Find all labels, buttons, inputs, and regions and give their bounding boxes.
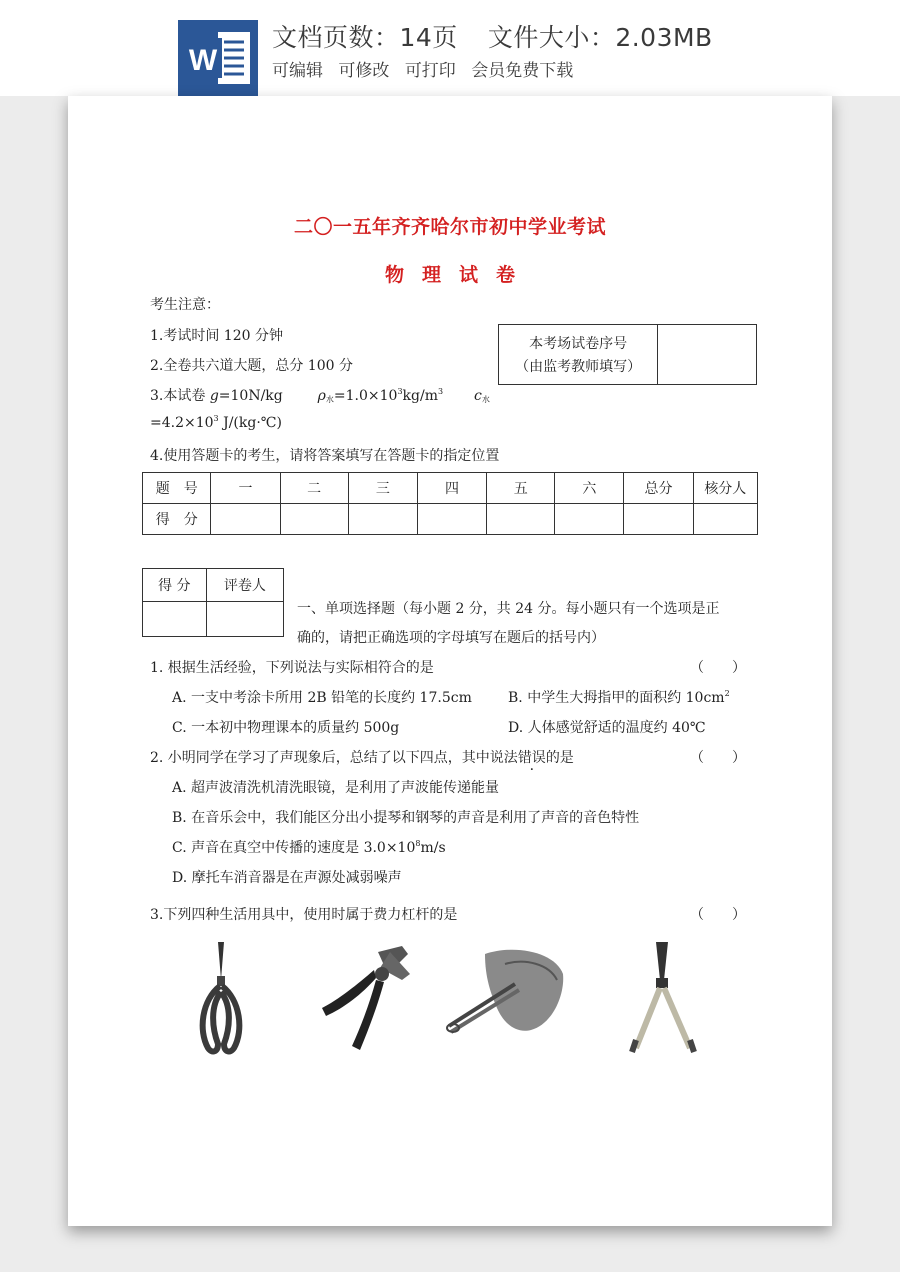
grader-box (142, 568, 284, 637)
score-cell[interactable] (693, 504, 757, 535)
seat-box-label-2: （由监考教师填写） (499, 355, 658, 385)
score-table (142, 472, 758, 535)
question-1-stem: 1. 根据生活经验，下列说法与实际相符合的是 (150, 660, 434, 676)
notice-3-line2: $=4.2\times 10^3$ J/(kg·℃) (150, 414, 282, 431)
notice-4: 4.使用答题卡的考生，请将答案填写在答题卡的指定位置 (150, 448, 500, 464)
notice-3-line1: 3.本试卷 g=10N/kg $\rho_水=1.0\times 10^3kg/m^3$ $c_水$ (150, 387, 490, 404)
seat-number-field[interactable] (658, 325, 757, 385)
question-1-answer-bracket[interactable]: （ ） (690, 660, 746, 676)
score-col-1: 一 (211, 473, 280, 504)
question-2-option-b: B. 在音乐会中，我们能区分出小提琴和钢琴的声音是利用了声音的音色特性 (172, 810, 640, 826)
grader-score-label: 得 分 (143, 569, 207, 602)
notice-1: 1.考试时间 120 分钟 (150, 328, 283, 344)
question-2-option-c: C. 声音在真空中传播的速度是 $3.0\times 10^8m/s$ (172, 839, 446, 856)
question-2-option-a: A. 超声波清洗机清洗眼镜，是利用了声波能传递能量 (172, 780, 500, 796)
exam-title: 二〇一五年齐齐哈尔市初中学业考试 (293, 216, 606, 238)
score-col-4: 四 (417, 473, 486, 504)
feature-modifiable: 可修改 (338, 61, 390, 81)
score-col-6: 六 (555, 473, 624, 504)
question-2-option-d: D. 摩托车消音器是在声源处减弱噪声 (172, 870, 402, 886)
feature-member-download: 会员免费下载 (471, 61, 574, 81)
score-row-label: 得 分 (143, 504, 211, 535)
tweezers-in-hand-icon (445, 944, 565, 1036)
tin-snips-icon (196, 940, 246, 1058)
document-info-header (0, 0, 900, 96)
question-1-option-b: B. 中学生大拇指甲的面积约 $10cm^2$ (508, 689, 730, 706)
file-stats (272, 18, 713, 54)
score-col-checker: 核分人 (693, 473, 757, 504)
score-col-3: 三 (348, 473, 417, 504)
grader-name-field[interactable] (206, 602, 283, 637)
score-cell[interactable] (280, 504, 348, 535)
question-3-stem: 3.下列四种生活用具中，使用时属于费力杠杆的是 (150, 907, 458, 923)
score-col-question: 题 号 (143, 473, 211, 504)
score-cell[interactable] (624, 504, 693, 535)
score-cell[interactable] (487, 504, 555, 535)
grader-score-field[interactable] (143, 602, 207, 637)
feature-printable: 可打印 (404, 61, 456, 81)
score-col-5: 五 (487, 473, 555, 504)
garden-shears-icon (622, 940, 702, 1054)
notice-heading: 考生注意： (150, 297, 220, 313)
score-col-2: 二 (280, 473, 348, 504)
notice-2: 2.全卷共六道大题，总分 100 分 (150, 358, 353, 374)
question-2-stem: 2. 小明同学在学习了声现象后，总结了以下四点，其中说法错误的是 (150, 750, 574, 766)
exam-subtitle: 物理试卷 (384, 264, 533, 286)
emphasis-word: 错误 (517, 750, 546, 766)
seat-number-box (498, 324, 757, 385)
file-size-label: 文件大小：2.03MB (487, 23, 713, 52)
feature-list (272, 56, 583, 81)
question-1-option-d: D. 人体感觉舒适的温度约 40℃ (508, 720, 706, 736)
question-1-option-a: A. 一支中考涂卡所用 2B 铅笔的长度约 17.5cm (172, 690, 472, 706)
score-cell[interactable] (211, 504, 280, 535)
question-1-option-c: C. 一本初中物理课本的质量约 500g (172, 720, 400, 736)
section1-instruction-1: 一、单项选择题（每小题 2 分，共 24 分。每小题只有一个选项是正 (297, 601, 720, 617)
word-icon-letter: W (188, 44, 218, 77)
section1-instruction-2: 确的，请把正确选项的字母填写在题后的括号内） (297, 630, 605, 646)
score-cell[interactable] (348, 504, 417, 535)
score-col-total: 总分 (624, 473, 693, 504)
question-3-answer-bracket[interactable]: （ ） (690, 907, 746, 923)
seat-box-label-1: 本考场试卷序号 (499, 325, 658, 355)
pliers-icon (318, 944, 414, 1054)
score-cell[interactable] (555, 504, 624, 535)
question-2-answer-bracket[interactable]: （ ） (690, 750, 746, 766)
feature-editable: 可编辑 (272, 61, 323, 81)
score-table-score-row (143, 504, 758, 535)
word-document-icon (178, 20, 258, 96)
grader-name-label: 评卷人 (206, 569, 283, 602)
score-table-header-row (143, 473, 758, 504)
score-cell[interactable] (417, 504, 486, 535)
page-count-label: 文档页数：14页 (272, 23, 458, 52)
